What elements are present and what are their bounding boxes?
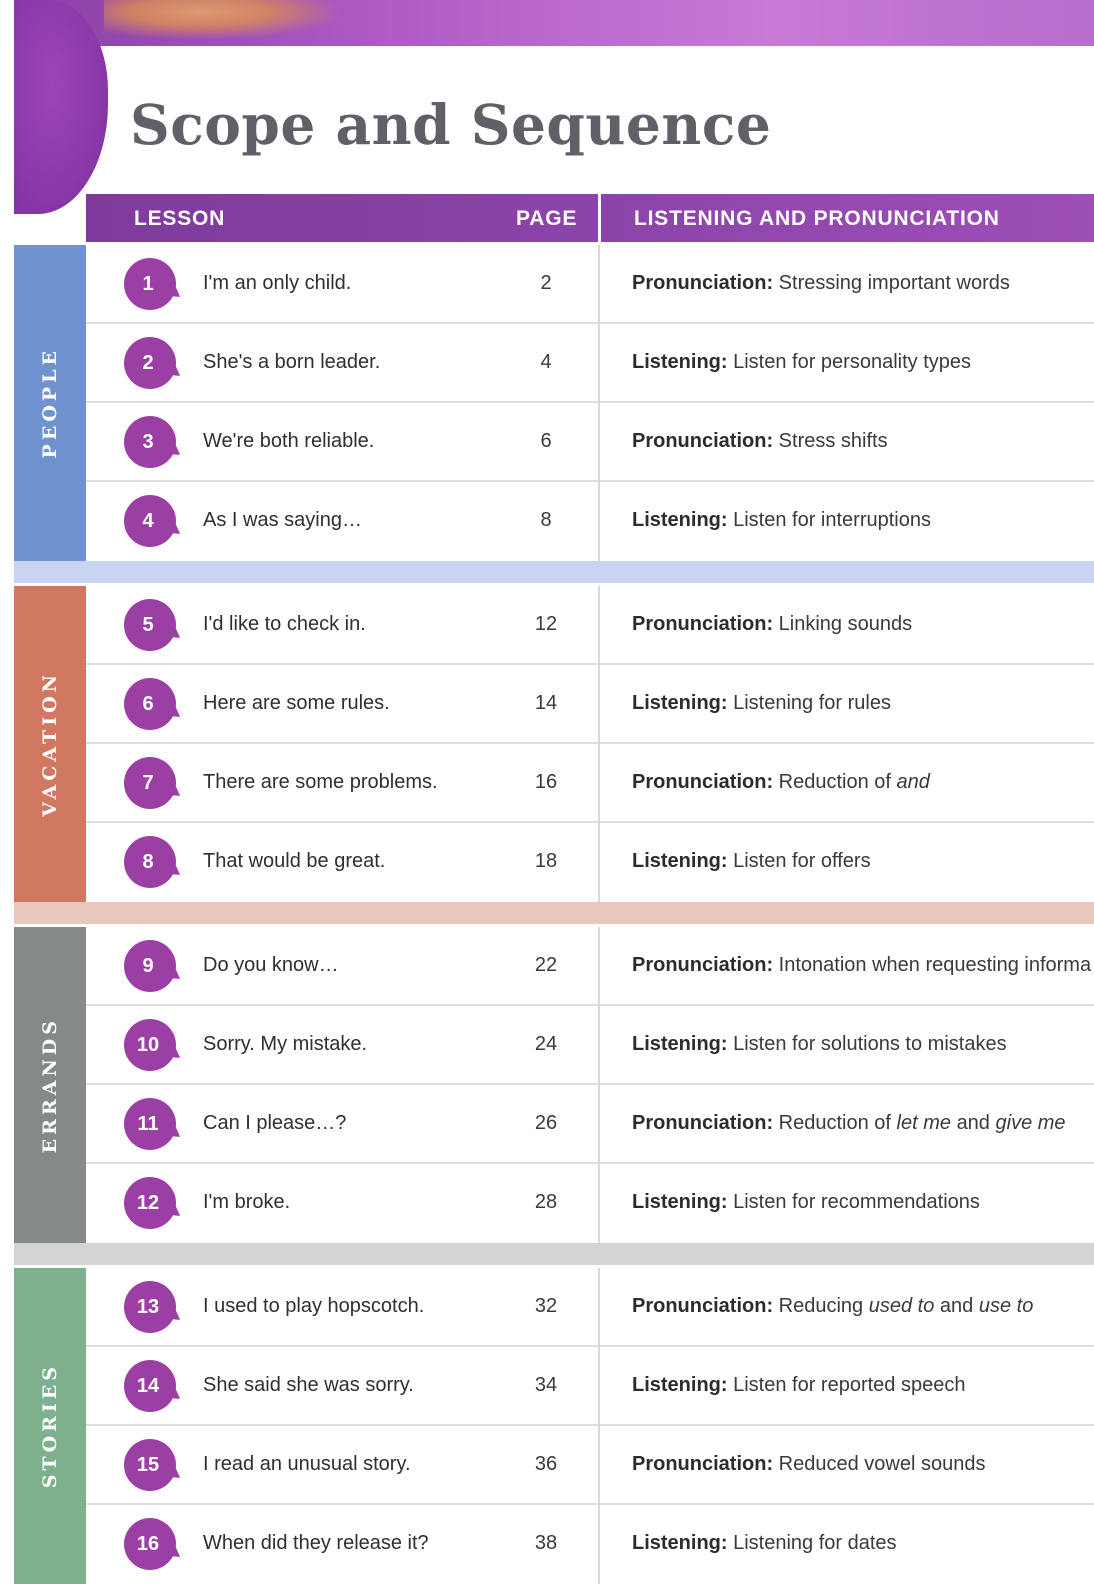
skill-detail: Listening for dates	[733, 1532, 897, 1554]
column-divider	[598, 1006, 600, 1085]
listening-pronunciation-cell	[632, 1268, 1094, 1345]
skill-detail-emphasis: and	[896, 771, 930, 793]
unit-label: VACATION	[39, 671, 61, 817]
lesson-title: Here are some rules.	[203, 692, 390, 714]
lesson-row	[86, 823, 1094, 902]
lesson-page: 4	[540, 351, 552, 373]
column-divider	[598, 482, 600, 561]
skill-label: Listening:	[632, 1532, 728, 1554]
lesson-row	[86, 744, 1094, 823]
skill-detail: Listen for personality types	[733, 351, 972, 373]
column-divider	[598, 1505, 600, 1584]
column-divider	[598, 1268, 600, 1347]
lesson-title: That would be great.	[203, 850, 386, 872]
skill-detail: Listening for rules	[733, 692, 891, 714]
lesson-title: As I was saying…	[203, 509, 362, 531]
lesson-page: 14	[534, 692, 558, 714]
skill-label: Listening:	[632, 351, 728, 373]
lesson-number-badge: 1	[124, 258, 176, 310]
skill-label: Pronunciation:	[632, 430, 774, 452]
skill-label: Listening:	[632, 1191, 728, 1213]
skill-label: Listening:	[632, 692, 728, 714]
column-divider	[598, 823, 600, 902]
listening-pronunciation-cell	[632, 586, 1094, 663]
table-header	[86, 194, 1094, 242]
unit-separator-band	[14, 1243, 1094, 1265]
lesson-title: Do you know…	[203, 954, 339, 976]
skill-label: Pronunciation:	[632, 1295, 774, 1317]
lesson-title: I'm an only child.	[203, 272, 352, 294]
lesson-title: We're both reliable.	[203, 430, 375, 452]
lesson-number-badge: 14	[124, 1360, 176, 1412]
lesson-title: When did they release it?	[203, 1532, 429, 1554]
listening-pronunciation-cell	[632, 245, 1094, 322]
lesson-number-badge: 7	[124, 757, 176, 809]
lesson-page: 24	[534, 1033, 558, 1055]
skill-detail: Reduction of	[778, 1112, 891, 1134]
column-divider	[598, 324, 600, 403]
lesson-row	[86, 927, 1094, 1006]
skill-detail: Linking sounds	[778, 613, 913, 635]
skill-detail: and	[939, 1295, 974, 1317]
listening-pronunciation-cell	[632, 324, 1094, 401]
skill-detail: Intonation when requesting informa	[778, 954, 1092, 976]
lesson-page: 28	[534, 1191, 558, 1213]
listening-pronunciation-cell	[632, 665, 1094, 742]
skill-label: Listening:	[632, 509, 728, 531]
lesson-page: 38	[534, 1532, 558, 1554]
skill-detail-emphasis: give me	[995, 1112, 1066, 1134]
header-lesson: LESSON	[134, 207, 226, 230]
lesson-page: 12	[534, 613, 558, 635]
skill-detail: Listen for solutions to mistakes	[733, 1033, 1007, 1055]
lesson-number-badge: 11	[124, 1098, 176, 1150]
skill-detail: and	[956, 1112, 990, 1134]
unit-label: ERRANDS	[39, 1016, 61, 1154]
column-divider	[598, 744, 600, 823]
skill-label: Listening:	[632, 1374, 728, 1396]
lesson-page: 22	[534, 954, 558, 976]
skill-label: Pronunciation:	[632, 1112, 774, 1134]
lesson-page: 6	[540, 430, 552, 452]
lesson-page: 16	[534, 771, 558, 793]
lesson-number-badge: 10	[124, 1019, 176, 1071]
skill-detail: Listen for recommendations	[733, 1191, 980, 1213]
lesson-number-badge: 2	[124, 337, 176, 389]
unit-tab-errands	[14, 927, 86, 1243]
skill-detail: Listen for interruptions	[733, 509, 931, 531]
lesson-title: There are some problems.	[203, 771, 438, 793]
skill-detail-emphasis: use to	[978, 1295, 1034, 1317]
skill-detail-emphasis: let me	[896, 1112, 951, 1134]
lesson-number-badge: 13	[124, 1281, 176, 1333]
skill-detail: Stressing important words	[778, 272, 1010, 294]
listening-pronunciation-cell	[632, 823, 1094, 900]
lesson-title: Sorry. My mistake.	[203, 1033, 368, 1055]
lesson-row	[86, 1085, 1094, 1164]
lesson-page: 26	[534, 1112, 558, 1134]
listening-pronunciation-cell	[632, 1505, 1094, 1582]
lesson-number-badge: 12	[124, 1177, 176, 1229]
lesson-row	[86, 665, 1094, 744]
lesson-number-badge: 5	[124, 599, 176, 651]
lesson-page: 36	[534, 1453, 558, 1475]
lesson-row	[86, 1164, 1094, 1243]
lesson-page: 8	[540, 509, 552, 531]
skill-detail: Listen for reported speech	[733, 1374, 966, 1396]
listening-pronunciation-cell	[632, 927, 1094, 1004]
lesson-title: I'd like to check in.	[203, 613, 366, 635]
unit-tab-people	[14, 245, 86, 561]
lesson-title: Can I please…?	[203, 1112, 347, 1134]
unit-separator-band	[14, 561, 1094, 583]
corner-decoration	[14, 0, 108, 214]
lesson-number-badge: 15	[124, 1439, 176, 1491]
header-divider	[598, 194, 601, 242]
lesson-row	[86, 324, 1094, 403]
listening-pronunciation-cell	[632, 403, 1094, 480]
column-divider	[598, 245, 600, 324]
listening-pronunciation-cell	[632, 1347, 1094, 1424]
lesson-row	[86, 482, 1094, 561]
listening-pronunciation-cell	[632, 1164, 1094, 1241]
unit-separator-band	[14, 902, 1094, 924]
skill-detail-emphasis: used to	[868, 1295, 935, 1317]
header-listening-pronunciation: LISTENING AND PRONUNCIATION	[634, 207, 1000, 230]
top-decorative-band	[14, 0, 1094, 46]
column-divider	[598, 403, 600, 482]
unit-label: STORIES	[39, 1363, 61, 1489]
lesson-number-badge: 6	[124, 678, 176, 730]
column-divider	[598, 665, 600, 744]
lesson-title: She's a born leader.	[203, 351, 381, 373]
listening-pronunciation-cell	[632, 482, 1094, 559]
lesson-row	[86, 1505, 1094, 1584]
lesson-row	[86, 1006, 1094, 1085]
lesson-title: She said she was sorry.	[203, 1374, 414, 1396]
column-divider	[598, 927, 600, 1006]
skill-label: Pronunciation:	[632, 771, 774, 793]
listening-pronunciation-cell	[632, 1085, 1094, 1162]
skill-label: Pronunciation:	[632, 613, 774, 635]
lesson-number-badge: 3	[124, 416, 176, 468]
column-divider	[598, 1164, 600, 1243]
lesson-title: I used to play hopscotch.	[203, 1295, 425, 1317]
unit-label: PEOPLE	[39, 347, 61, 459]
page-title: Scope and Sequence	[130, 92, 772, 157]
skill-detail: Listen for offers	[733, 850, 871, 872]
lesson-page: 18	[534, 850, 558, 872]
lesson-row	[86, 1347, 1094, 1426]
lesson-number-badge: 8	[124, 836, 176, 888]
listening-pronunciation-cell	[632, 1426, 1094, 1503]
lesson-row	[86, 403, 1094, 482]
skill-detail: Reduction of	[778, 771, 891, 793]
column-divider	[598, 586, 600, 665]
lesson-number-badge: 16	[124, 1518, 176, 1570]
column-divider	[598, 1085, 600, 1164]
lesson-page: 32	[534, 1295, 558, 1317]
lesson-page: 34	[534, 1374, 558, 1396]
lesson-page: 2	[540, 272, 552, 294]
skill-detail: Reduced vowel sounds	[778, 1453, 986, 1475]
skill-label: Pronunciation:	[632, 954, 774, 976]
skill-detail: Stress shifts	[778, 430, 888, 452]
lesson-title: I read an unusual story.	[203, 1453, 411, 1475]
unit-tab-vacation	[14, 586, 86, 902]
skill-detail: Reducing	[778, 1295, 864, 1317]
unit-tab-stories	[14, 1268, 86, 1584]
lesson-row	[86, 586, 1094, 665]
listening-pronunciation-cell	[632, 1006, 1094, 1083]
lesson-row	[86, 245, 1094, 324]
header-page: PAGE	[516, 207, 578, 230]
column-divider	[598, 1347, 600, 1426]
lesson-title: I'm broke.	[203, 1191, 291, 1213]
skill-label: Pronunciation:	[632, 1453, 774, 1475]
skill-label: Pronunciation:	[632, 272, 774, 294]
lesson-number-badge: 4	[124, 495, 176, 547]
lesson-row	[86, 1268, 1094, 1347]
skill-label: Listening:	[632, 850, 728, 872]
listening-pronunciation-cell	[632, 744, 1094, 821]
column-divider	[598, 1426, 600, 1505]
lesson-row	[86, 1426, 1094, 1505]
skill-label: Listening:	[632, 1033, 728, 1055]
lesson-number-badge: 9	[124, 940, 176, 992]
